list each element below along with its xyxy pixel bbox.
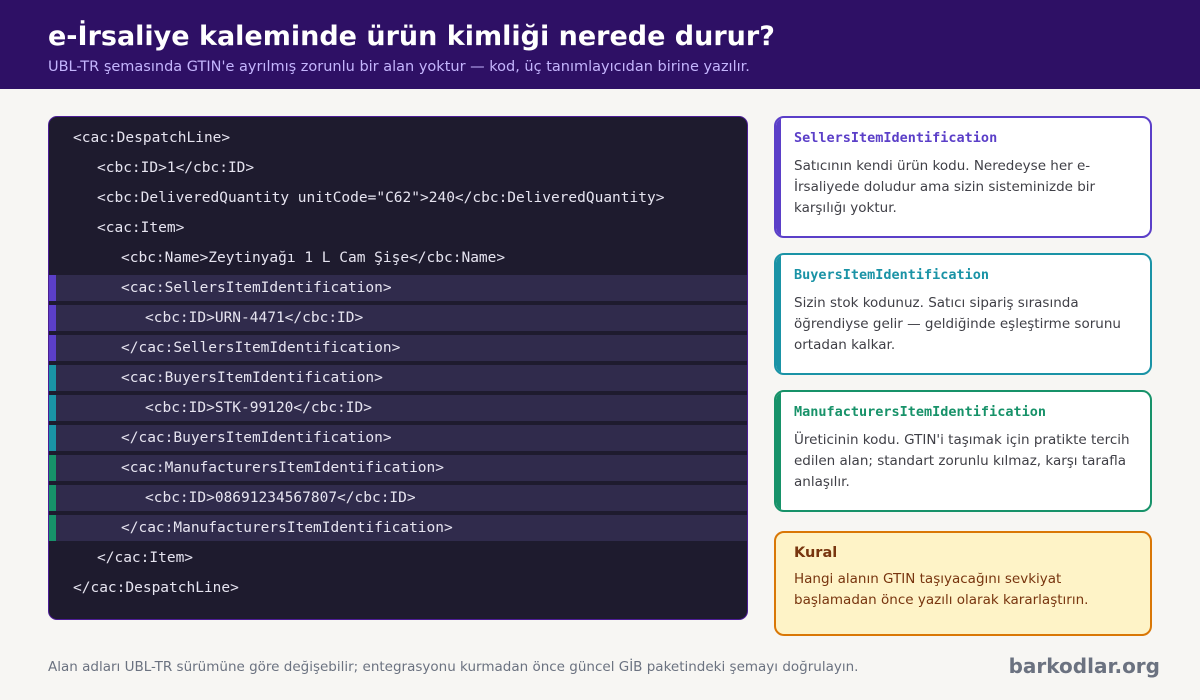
code-line — [49, 575, 747, 601]
card-accent-stripe — [776, 255, 781, 373]
page-subtitle: UBL-TR şemasında GTIN'e ayrılmış zorunlu bir alan yoktur — kod, üç tanımlayıcıdan birine yazılır. — [48, 59, 750, 75]
code-text: <cac:ManufacturersItemIdentification> — [121, 460, 445, 476]
code-text: <cac:SellersItemIdentification> — [121, 280, 392, 296]
code-line-sellers — [49, 305, 747, 331]
card-description: Satıcının kendi ürün kodu. Neredeyse her e-İrsaliyede doludur ama sizin sisteminizde bir karşılığı yoktur. — [794, 158, 1096, 216]
card-accent-stripe — [776, 118, 781, 236]
rule-description: Hangi alanın GTIN taşıyacağını sevkiyat başlamadan önce yazılı olarak kararlaştırın. — [794, 571, 1089, 608]
code-line-sellers — [49, 335, 747, 361]
xml-code-panel — [48, 116, 748, 620]
code-text: <cbc:ID>STK-99120</cbc:ID> — [145, 400, 372, 416]
code-text: <cbc:DeliveredQuantity unitCode="C62">240</cbc:DeliveredQuantity> — [97, 190, 665, 206]
sellers-item-identification-card — [774, 116, 1152, 238]
card-description: Sizin stok kodunuz. Satıcı sipariş sırasında öğrendiyse gelir — geldiğinde eşleştirme sorunu ortadan kalkar. — [794, 295, 1121, 353]
code-group-marker — [49, 455, 56, 481]
code-text: <cbc:ID>URN-4471</cbc:ID> — [145, 310, 364, 326]
code-text: </cac:SellersItemIdentification> — [121, 340, 401, 356]
header-banner — [0, 0, 1200, 89]
code-group-marker — [49, 335, 56, 361]
code-text: <cac:BuyersItemIdentification> — [121, 370, 383, 386]
code-group-marker — [49, 395, 56, 421]
rule-callout — [774, 531, 1152, 636]
code-text: </cac:Item> — [97, 550, 194, 566]
code-line-manufacturers — [49, 455, 747, 481]
code-line — [49, 545, 747, 571]
code-group-marker — [49, 485, 56, 511]
code-text: </cac:ManufacturersItemIdentification> — [121, 520, 453, 536]
brand-logo-text: barkodlar.org — [1008, 654, 1160, 678]
code-text: <cac:Item> — [97, 220, 185, 236]
code-group-marker — [49, 425, 56, 451]
code-line — [49, 245, 747, 271]
code-text: </cac:BuyersItemIdentification> — [121, 430, 392, 446]
footer-note: Alan adları UBL-TR sürümüne göre değişebilir; entegrasyonu kurmadan önce güncel GİB paketindeki şemayı doğrulayın. — [48, 659, 859, 675]
code-line-buyers — [49, 425, 747, 451]
code-line — [49, 155, 747, 181]
code-line-sellers — [49, 275, 747, 301]
code-group-marker — [49, 305, 56, 331]
code-line — [49, 185, 747, 211]
code-text: <cac:DespatchLine> — [73, 130, 231, 146]
code-line — [49, 125, 747, 151]
page-title: e-İrsaliye kaleminde ürün kimliği nerede durur? — [48, 21, 775, 52]
code-text: </cac:DespatchLine> — [73, 580, 239, 596]
code-group-marker — [49, 275, 56, 301]
card-title: ManufacturersItemIdentification — [794, 404, 1046, 420]
manufacturers-item-identification-card — [774, 390, 1152, 512]
code-group-marker — [49, 365, 56, 391]
code-line-buyers — [49, 365, 747, 391]
code-text: <cbc:ID>1</cbc:ID> — [97, 160, 255, 176]
code-line-manufacturers — [49, 485, 747, 511]
card-title: SellersItemIdentification — [794, 130, 998, 146]
code-line-manufacturers — [49, 515, 747, 541]
buyers-item-identification-card — [774, 253, 1152, 375]
code-group-marker — [49, 515, 56, 541]
code-line — [49, 215, 747, 241]
code-text: <cbc:ID>08691234567807</cbc:ID> — [145, 490, 416, 506]
card-title: BuyersItemIdentification — [794, 267, 990, 283]
rule-title: Kural — [794, 545, 838, 561]
code-text: <cbc:Name>Zeytinyağı 1 L Cam Şişe</cbc:Name> — [121, 250, 506, 266]
card-description: Üreticinin kodu. GTIN'i taşımak için pratikte tercih edilen alan; standart zorunlu kılmaz, karşı tarafla anlaşılır. — [794, 432, 1130, 490]
card-accent-stripe — [776, 392, 781, 510]
code-line-buyers — [49, 395, 747, 421]
